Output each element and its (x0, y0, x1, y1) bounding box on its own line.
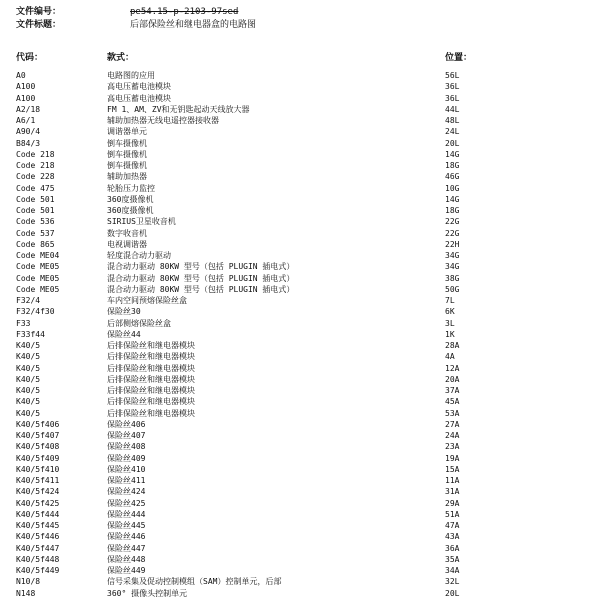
component-code: N148 (16, 588, 36, 598)
component-code: A90/4 (16, 127, 41, 137)
component-description: 调谐器单元 (107, 127, 147, 137)
component-position: 51A (445, 509, 460, 519)
list-item (0, 464, 600, 475)
list-item (0, 486, 600, 497)
component-description: 后排保险丝和继电器模块 (107, 386, 195, 395)
component-code: B84/3 (16, 138, 41, 148)
component-position: 34G (445, 262, 460, 272)
component-code: A6/1 (16, 116, 36, 125)
component-position: 7L (445, 296, 455, 305)
list-item (0, 520, 600, 531)
component-position: 22G (445, 217, 460, 227)
component-position: 22H (445, 239, 460, 249)
component-position: 14G (445, 194, 460, 204)
list-item (0, 273, 600, 284)
component-code: K40/5 (16, 386, 41, 395)
list-item (0, 81, 600, 92)
list-item (0, 374, 600, 385)
component-position: 31A (445, 487, 460, 497)
component-code: K40/5f445 (16, 521, 60, 530)
component-code: Code 228 (16, 172, 55, 182)
list-item (0, 306, 600, 317)
component-position: 18G (445, 161, 460, 170)
component-description: 保险丝411 (107, 476, 146, 485)
component-code: K40/5 (16, 397, 41, 407)
component-position: 47A (445, 521, 460, 530)
list-item (0, 70, 600, 81)
component-code: Code ME04 (16, 251, 60, 260)
component-code: K40/5f425 (16, 498, 60, 508)
component-position: 37A (445, 386, 460, 395)
component-position: 11A (445, 476, 460, 485)
component-description: 保险丝444 (107, 509, 146, 519)
list-item (0, 160, 600, 171)
component-description: 车内空间预熔保险丝盒 (107, 296, 187, 305)
component-code: A100 (16, 82, 36, 92)
component-code: Code ME05 (16, 284, 60, 294)
component-code: K40/5f409 (16, 453, 60, 463)
component-description: 保险丝44 (107, 329, 141, 339)
component-description: 电视调谐器 (107, 239, 147, 249)
component-code: K40/5 (16, 374, 41, 384)
list-item (0, 216, 600, 227)
component-position: 44L (445, 104, 460, 114)
component-code: K40/5f411 (16, 476, 60, 485)
component-position: 27A (445, 419, 460, 429)
component-code: K40/5 (16, 341, 41, 350)
component-position: 20L (445, 588, 460, 598)
component-description: 混合动力驱动 80KW 型号（包括 PLUGIN 插电式） (107, 273, 295, 283)
component-code: K40/5f407 (16, 431, 60, 440)
list-item (0, 295, 600, 306)
component-description: 后排保险丝和继电器模块 (107, 341, 195, 350)
component-description: 保险丝410 (107, 464, 146, 474)
list-item (0, 554, 600, 565)
list-item (0, 475, 600, 486)
component-description: 保险丝409 (107, 453, 146, 463)
list-item (0, 430, 600, 441)
list-item (0, 261, 600, 272)
component-description: 倒车摄像机 (107, 149, 147, 159)
component-code: Code ME05 (16, 262, 60, 272)
component-description: 保险丝407 (107, 431, 146, 440)
list-item (0, 340, 600, 351)
component-description: 保险丝425 (107, 498, 146, 508)
file-number-line (16, 6, 239, 18)
component-position: 29A (445, 498, 460, 508)
component-description: 倒车摄像机 (107, 161, 147, 170)
component-code: N10/8 (16, 577, 41, 587)
list-item (0, 396, 600, 407)
list-item (0, 318, 600, 329)
component-description: 辅助加热器无线电遥控器接收器 (107, 116, 219, 125)
component-description: 保险丝447 (107, 543, 146, 553)
component-code: A0 (16, 71, 26, 80)
component-position: 6K (445, 307, 455, 317)
component-description: 信号采集及促动控制模组（SAM）控制单元，后部 (107, 577, 282, 587)
column-header-description: 款式： (107, 53, 135, 63)
list-item (0, 138, 600, 149)
component-description: 后排保险丝和继电器模块 (107, 397, 195, 407)
component-position: 34G (445, 251, 460, 260)
component-description: FM 1、AM、ZV和无钥匙起动天线放大器 (107, 104, 250, 114)
file-title-value: 后部保险丝和继电器盒的电路图 (130, 20, 257, 30)
component-code: Code 501 (16, 206, 55, 215)
component-description: 后排保险丝和继电器模块 (107, 352, 195, 362)
component-position: 20A (445, 374, 460, 384)
list-item (0, 126, 600, 137)
component-code: Code 537 (16, 228, 55, 238)
component-position: 43A (445, 532, 460, 542)
component-position: 38G (445, 273, 460, 283)
component-description: 混合动力驱动 80KW 型号（包括 PLUGIN 插电式） (107, 284, 295, 294)
list-item (0, 183, 600, 194)
list-item (0, 419, 600, 430)
component-description: 保险丝406 (107, 419, 146, 429)
list-item (0, 239, 600, 250)
component-position: 36A (445, 543, 460, 553)
component-list (0, 70, 600, 599)
list-item (0, 363, 600, 374)
list-item (0, 205, 600, 216)
list-item (0, 509, 600, 520)
list-item (0, 284, 600, 295)
component-description: 后排保险丝和继电器模块 (107, 408, 195, 418)
component-position: 36L (445, 82, 460, 92)
list-item (0, 104, 600, 115)
component-code: K40/5f410 (16, 464, 60, 474)
column-header-position: 位置： (445, 53, 473, 63)
list-item (0, 543, 600, 554)
list-item (0, 453, 600, 464)
component-code: Code 475 (16, 183, 55, 193)
list-item (0, 171, 600, 182)
component-code: K40/5f447 (16, 543, 60, 553)
file-title-label: 文件标题： (16, 20, 62, 30)
list-item (0, 588, 600, 599)
component-code: K40/5f448 (16, 554, 60, 564)
component-description: 后排保险丝和继电器模块 (107, 374, 195, 384)
component-description: 电路图的应用 (107, 71, 155, 80)
component-code: F32/4f30 (16, 307, 55, 317)
component-position: 14G (445, 149, 460, 159)
component-description: 保险丝445 (107, 521, 146, 530)
list-item (0, 228, 600, 239)
component-description: 轮胎压力监控 (107, 183, 155, 193)
component-position: 19A (445, 453, 460, 463)
component-description: 数字收音机 (107, 228, 147, 238)
column-header-code: 代码： (16, 53, 44, 63)
component-position: 34A (445, 566, 460, 575)
component-code: F33 (16, 318, 31, 328)
component-code: K40/5f406 (16, 419, 60, 429)
component-description: 360度摄像机 (107, 206, 154, 215)
component-position: 32L (445, 577, 460, 587)
component-position: 35A (445, 554, 460, 564)
component-code: K40/5f424 (16, 487, 60, 497)
list-item (0, 441, 600, 452)
component-position: 15A (445, 464, 460, 474)
component-code: F32/4 (16, 296, 41, 305)
list-item (0, 194, 600, 205)
component-position: 4A (445, 352, 455, 362)
component-position: 22G (445, 228, 460, 238)
list-item (0, 385, 600, 396)
component-description: 保险丝408 (107, 442, 146, 452)
component-code: K40/5f408 (16, 442, 60, 452)
component-position: 20L (445, 138, 460, 148)
component-code: Code 865 (16, 239, 55, 249)
component-description: 高电压蓄电池模块 (107, 82, 171, 92)
component-code: Code 536 (16, 217, 55, 227)
list-item (0, 531, 600, 542)
component-description: 保险丝424 (107, 487, 146, 497)
component-position: 10G (445, 183, 460, 193)
list-item (0, 498, 600, 509)
list-item (0, 565, 600, 576)
file-number-label: 文件编号： (16, 7, 62, 17)
list-item (0, 351, 600, 362)
component-description: 混合动力驱动 80KW 型号（包括 PLUGIN 插电式） (107, 262, 295, 272)
component-position: 56L (445, 71, 460, 80)
list-item (0, 149, 600, 160)
component-code: K40/5f444 (16, 509, 60, 519)
list-item (0, 250, 600, 261)
component-position: 23A (445, 442, 460, 452)
component-code: K40/5 (16, 352, 41, 362)
component-description: 轻度混合动力驱动 (107, 251, 171, 260)
component-code: Code 218 (16, 161, 55, 170)
component-position: 12A (445, 363, 460, 373)
component-description: 保险丝446 (107, 532, 146, 542)
file-number-value: pe54.15-p-2103-97sed (130, 7, 239, 17)
component-position: 50G (445, 284, 460, 294)
component-description: 后部侧熔保险丝盒 (107, 318, 171, 328)
component-description: 辅助加热器 (107, 172, 147, 182)
component-position: 53A (445, 408, 460, 418)
component-position: 3L (445, 318, 455, 328)
component-position: 18G (445, 206, 460, 215)
component-description: SIRIUS卫星收音机 (107, 217, 176, 227)
component-code: F33f44 (16, 329, 45, 339)
component-description: 高电压蓄电池模块 (107, 93, 171, 103)
component-position: 1K (445, 329, 455, 339)
component-code: K40/5 (16, 363, 41, 373)
component-position: 45A (445, 397, 460, 407)
list-item (0, 576, 600, 587)
component-position: 24A (445, 431, 460, 440)
component-code: Code 501 (16, 194, 55, 204)
list-item (0, 115, 600, 126)
component-description: 保险丝449 (107, 566, 146, 575)
component-description: 倒车摄像机 (107, 138, 147, 148)
component-description: 保险丝448 (107, 554, 146, 564)
component-code: K40/5f449 (16, 566, 60, 575)
component-position: 46G (445, 172, 460, 182)
component-position: 24L (445, 127, 460, 137)
list-item (0, 93, 600, 104)
component-code: A100 (16, 93, 36, 103)
component-code: Code ME05 (16, 273, 60, 283)
component-position: 28A (445, 341, 460, 350)
component-code: K40/5f446 (16, 532, 60, 542)
component-position: 48L (445, 116, 460, 125)
component-description: 保险丝30 (107, 307, 141, 317)
component-description: 360度摄像机 (107, 194, 154, 204)
component-code: A2/18 (16, 104, 41, 114)
component-description: 后排保险丝和继电器模块 (107, 363, 195, 373)
file-title-line (16, 19, 257, 31)
component-code: K40/5 (16, 408, 41, 418)
component-code: Code 218 (16, 149, 55, 159)
list-item (0, 329, 600, 340)
component-description: 360° 摄像头控制单元 (107, 588, 188, 598)
list-item (0, 408, 600, 419)
component-position: 36L (445, 93, 460, 103)
